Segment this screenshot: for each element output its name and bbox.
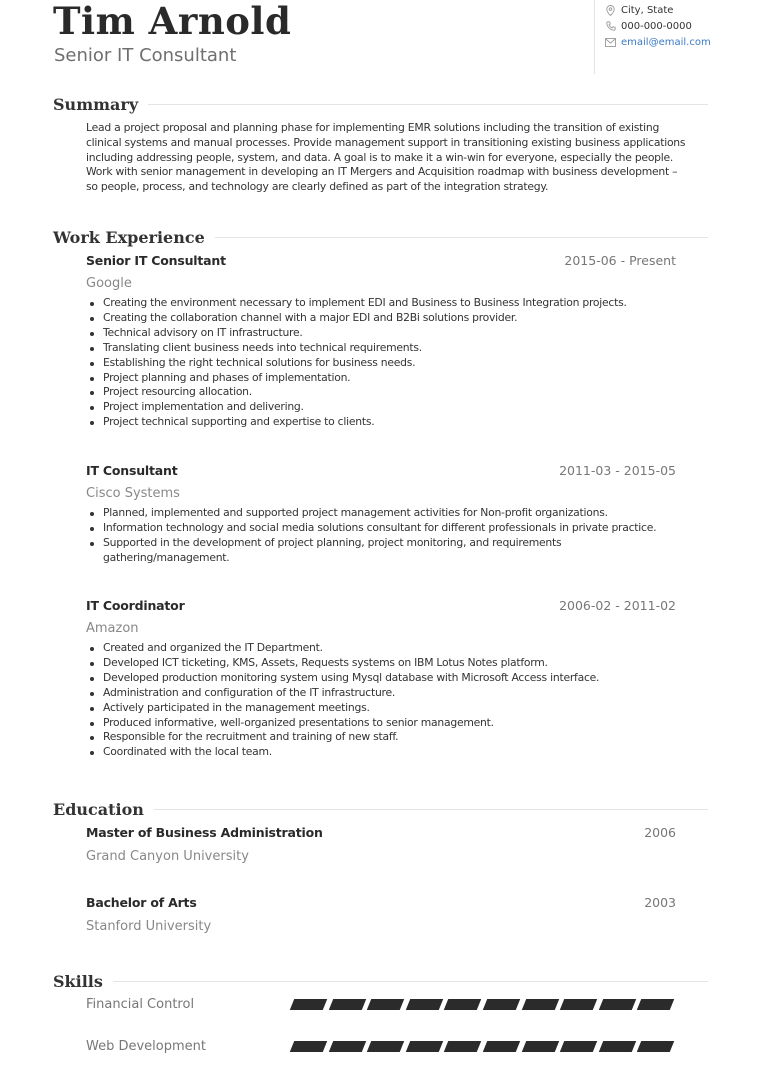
skill-level-segment — [521, 1041, 558, 1052]
job-bullet: Created and organized the IT Department. — [86, 641, 676, 656]
education-section-header — [53, 800, 708, 819]
skill-level-segment — [560, 999, 597, 1010]
job-entry — [86, 463, 676, 566]
skill-level-segment — [599, 1041, 636, 1052]
skill-level-segment — [406, 1041, 443, 1052]
education-school: Stanford University — [86, 919, 212, 934]
summary-text: Lead a project proposal and planning phase for implementing EMR solutions including the transition of existing clinical systems and manual processes. Provide management support in transitioning existing business applications including addressing people, system, and data. A goal is to make it a win-win for everyone, especially the people. Work with senior management in developing an IT Mergers and Acquisition roadmap with business development – so people, process, and technology are clearly defined as part of the integration strategy. — [86, 121, 686, 194]
job-bullet: Project technical supporting and expertise to clients. — [86, 415, 676, 430]
section-divider — [148, 104, 708, 105]
education-entry — [86, 825, 676, 868]
education-year: 2006 — [644, 825, 676, 840]
education-degree: Bachelor of Arts — [86, 895, 197, 910]
job-bullet: Administration and configuration of the IT infrastructure. — [86, 686, 676, 701]
skill-name: Web Development — [86, 1038, 206, 1054]
job-title: IT Consultant — [86, 463, 178, 478]
skill-row — [86, 993, 681, 1015]
skill-level-segment — [406, 999, 443, 1010]
experience-section-header — [53, 228, 708, 247]
skill-level-segment — [637, 999, 674, 1010]
skills-heading: Skills — [53, 972, 103, 991]
skill-level-segment — [560, 1041, 597, 1052]
job-dates: 2011-03 - 2015-05 — [559, 463, 676, 478]
job-dates: 2015-06 - Present — [564, 253, 676, 268]
job-bullet: Translating client business needs into technical requirements. — [86, 341, 676, 356]
job-bullet: Produced informative, well-organized presentations to senior management. — [86, 716, 676, 731]
contact-email[interactable] — [605, 34, 760, 50]
job-bullets — [86, 296, 676, 430]
experience-heading: Work Experience — [53, 228, 205, 247]
job-company: Google — [86, 276, 132, 291]
skills-section-header — [53, 972, 708, 991]
job-bullet: Responsible for the recruitment and training of new staff. — [86, 730, 676, 745]
skill-level-segment — [637, 1041, 674, 1052]
job-bullet: Technical advisory on IT infrastructure. — [86, 326, 676, 341]
skill-level-segment — [444, 999, 481, 1010]
education-degree: Master of Business Administration — [86, 825, 323, 840]
location-text: City, State — [621, 4, 674, 16]
skill-level-segment — [444, 1041, 481, 1052]
job-bullet: Project resourcing allocation. — [86, 385, 676, 400]
phone-text: 000-000-0000 — [621, 20, 692, 32]
skill-level-segment — [483, 999, 520, 1010]
skill-level-segment — [328, 999, 365, 1010]
job-entry — [86, 253, 676, 430]
skill-level-segment — [483, 1041, 520, 1052]
job-bullets — [86, 641, 676, 760]
summary-heading: Summary — [53, 95, 139, 114]
section-divider — [113, 981, 708, 982]
email-link[interactable]: email@email.com — [621, 36, 711, 48]
phone-icon — [605, 21, 616, 32]
contact-location — [605, 2, 760, 18]
skill-level-segment — [290, 1041, 327, 1052]
job-bullet: Establishing the right technical solutions for business needs. — [86, 356, 676, 371]
skill-level-segment — [290, 999, 327, 1010]
section-divider — [154, 809, 708, 810]
job-company: Cisco Systems — [86, 486, 180, 501]
skill-level-segment — [328, 1041, 365, 1052]
map-pin-icon — [605, 5, 616, 16]
job-bullet: Creating the collaboration channel with a major EDI and B2Bi solutions provider. — [86, 311, 676, 326]
job-bullet: Information technology and social media solutions consultant for different professionals in private practice. — [86, 521, 676, 536]
summary-section-header — [53, 95, 708, 114]
envelope-icon — [605, 37, 616, 48]
contact-block — [594, 0, 760, 74]
job-bullet: Supported in the development of project planning, project monitoring, and requirements gathering/management. — [86, 536, 676, 566]
job-company: Amazon — [86, 621, 139, 636]
job-title: Senior IT Consultant — [86, 253, 226, 268]
skill-level-bar — [292, 999, 678, 1010]
education-heading: Education — [53, 800, 144, 819]
skill-level-segment — [367, 1041, 404, 1052]
education-school: Grand Canyon University — [86, 849, 249, 864]
job-bullet: Planned, implemented and supported project management activities for Non-profit organizations. — [86, 506, 676, 521]
job-bullet: Creating the environment necessary to implement EDI and Business to Business Integration projects. — [86, 296, 676, 311]
skill-level-segment — [521, 999, 558, 1010]
education-entry — [86, 895, 676, 938]
skill-level-segment — [367, 999, 404, 1010]
job-bullets — [86, 506, 676, 566]
skill-level-segment — [599, 999, 636, 1010]
job-bullet: Project implementation and delivering. — [86, 400, 676, 415]
skill-row — [86, 1035, 681, 1057]
education-year: 2003 — [644, 895, 676, 910]
job-bullet: Developed ICT ticketing, KMS, Assets, Requests systems on IBM Lotus Notes platform. — [86, 656, 676, 671]
job-bullet: Project planning and phases of implementation. — [86, 371, 676, 386]
job-dates: 2006-02 - 2011-02 — [559, 598, 676, 613]
job-bullet: Coordinated with the local team. — [86, 745, 676, 760]
skill-name: Financial Control — [86, 996, 195, 1012]
resume-name: Tim Arnold — [53, 0, 292, 43]
job-bullet: Developed production monitoring system using Mysql database with Microsoft Access interface. — [86, 671, 676, 686]
section-divider — [215, 237, 708, 238]
skill-level-bar — [292, 1041, 678, 1052]
job-bullet: Actively participated in the management meetings. — [86, 701, 676, 716]
resume-role: Senior IT Consultant — [54, 45, 237, 66]
job-entry — [86, 598, 676, 760]
job-title: IT Coordinator — [86, 598, 185, 613]
contact-phone — [605, 18, 760, 34]
